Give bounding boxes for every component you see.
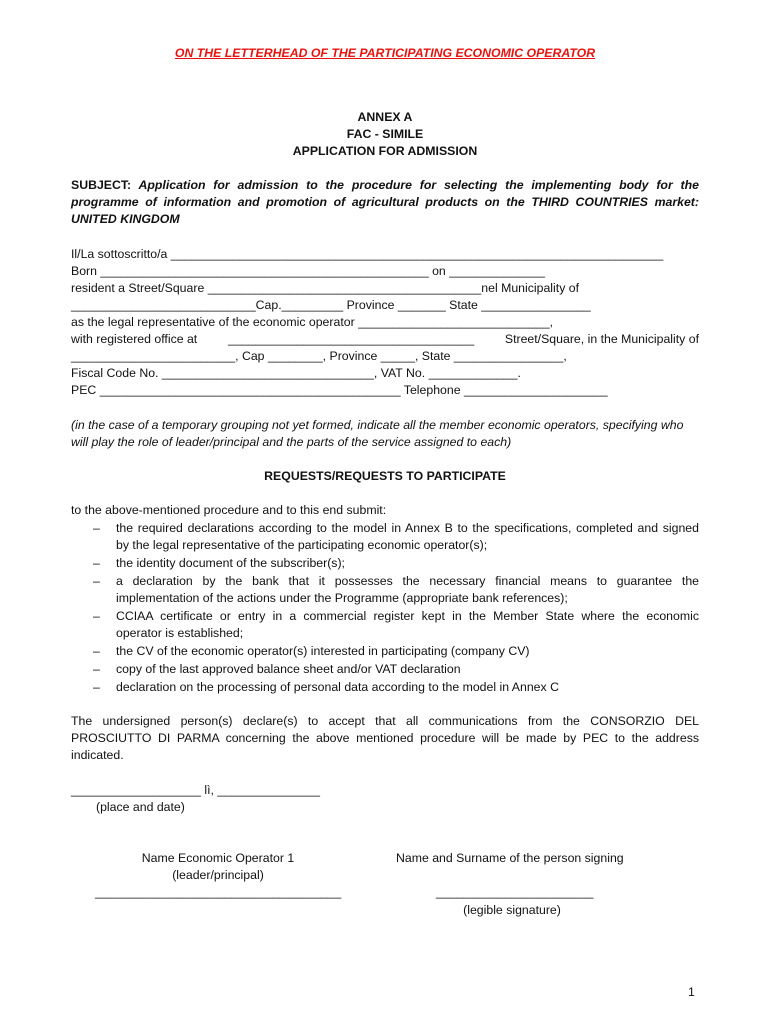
place-date-caption: (place and date) [96,800,185,814]
bullet-marker: – [93,521,100,535]
letterhead-notice: ON THE LETTERHEAD OF THE PARTICIPATING ECONOMIC OPERATOR [174,46,596,60]
declaration-line-2: PROSCIUTTO DI PARMA concerning the above mentioned procedure will be made by PEC to the address [71,731,699,745]
bullet-3-line-1: a declaration by the bank that it possesses the necessary financial means to guarantee the [116,574,699,588]
subject-label: SUBJECT: [71,178,132,192]
bullet-marker: – [93,644,100,658]
bullet-6: copy of the last approved balance sheet and/or VAT declaration [116,662,461,676]
page-number: 1 [688,985,695,999]
bullet-marker: – [93,556,100,570]
subject-text-1: Application for admission to the procedure for selecting the implementing body for the [138,178,699,192]
annex-title: ANNEX A [357,110,413,124]
form-line-born: Born ________________________________________________ on ______________ [71,264,545,278]
bullet-marker: – [93,680,100,694]
form-line-pec: PEC ____________________________________________ Telephone _____________________ [71,383,608,397]
left-signature-title: Name Economic Operator 1 [141,851,295,865]
form-line-cap: ___________________________Cap._________ Province _______ State ________________ [71,298,591,312]
form-line-registered-office [71,332,699,346]
note-line-2: will play the role of leader/principal and the parts of the service assigned to each) [71,435,512,449]
municipality-label: Street/Square, in the Municipality of [504,332,699,346]
bullet-marker: – [93,609,100,623]
form-line-resident: resident a Street/Square ________________________________________nel Municipality of [71,281,580,295]
left-signature-subtitle: (leader/principal) [172,868,264,882]
registered-office-blank: ____________________________________ [227,332,475,346]
application-title: APPLICATION FOR ADMISSION [292,144,478,158]
fac-simile-title: FAC - SIMILE [346,127,424,141]
form-line-address: ________________________, Cap ________, Province _____, State ________________, [71,349,567,363]
form-line-name: Il/La sottoscritto/a ________________________________________________________________________ [71,247,664,261]
bullet-marker: – [93,662,100,676]
bullet-3-line-2: implementation of the actions under the Programme (appropriate bank references); [116,591,568,605]
declaration-line-3: indicated. [71,748,124,762]
bullet-5: the CV of the economic operator(s) interested in participating (company CV) [116,644,530,658]
registered-office-label: with registered office at [71,332,198,346]
subject-line-1 [71,178,699,192]
intro-text: to the above-mentioned procedure and to this end submit: [71,503,387,517]
right-signature-line: _______________________ [436,885,594,899]
subject-line-3: UNITED KINGDOM [71,212,180,226]
bullet-2: the identity document of the subscriber(s); [116,556,345,570]
place-date-line: ___________________ lì, _______________ [71,783,320,797]
bullet-1-line-2: by the legal representative of the participating economic operator(s); [116,538,488,552]
subject-line-2: programme of information and promotion of agricultural products on the THIRD COUNTRIES market: [71,195,699,209]
bullet-4-line-2: operator is established; [116,626,244,640]
requests-heading: REQUESTS/REQUESTS TO PARTICIPATE [264,469,506,483]
note-line-1: (in the case of a temporary grouping not yet formed, indicate all the member economic operators, specifying who [71,418,684,432]
bullet-1-line-1: the required declarations according to the model in Annex B to the specifications, completed and signed [116,521,699,535]
bullet-7: declaration on the processing of personal data according to the model in Annex C [116,680,559,694]
form-line-legal-rep: as the legal representative of the economic operator ____________________________, [71,315,554,329]
right-signature-title: Name and Surname of the person signing [396,851,624,865]
signature-caption: (legible signature) [463,903,561,917]
declaration-line-1: The undersigned person(s) declare(s) to accept that all communications from the CONSORZIO DEL [71,714,699,728]
form-line-fiscal: Fiscal Code No. _______________________________, VAT No. _____________. [71,366,521,380]
left-signature-line: ____________________________________ [95,885,342,899]
bullet-marker: – [93,574,100,588]
bullet-4-line-1: CCIAA certificate or entry in a commercial register kept in the Member State where the economic [116,609,699,623]
